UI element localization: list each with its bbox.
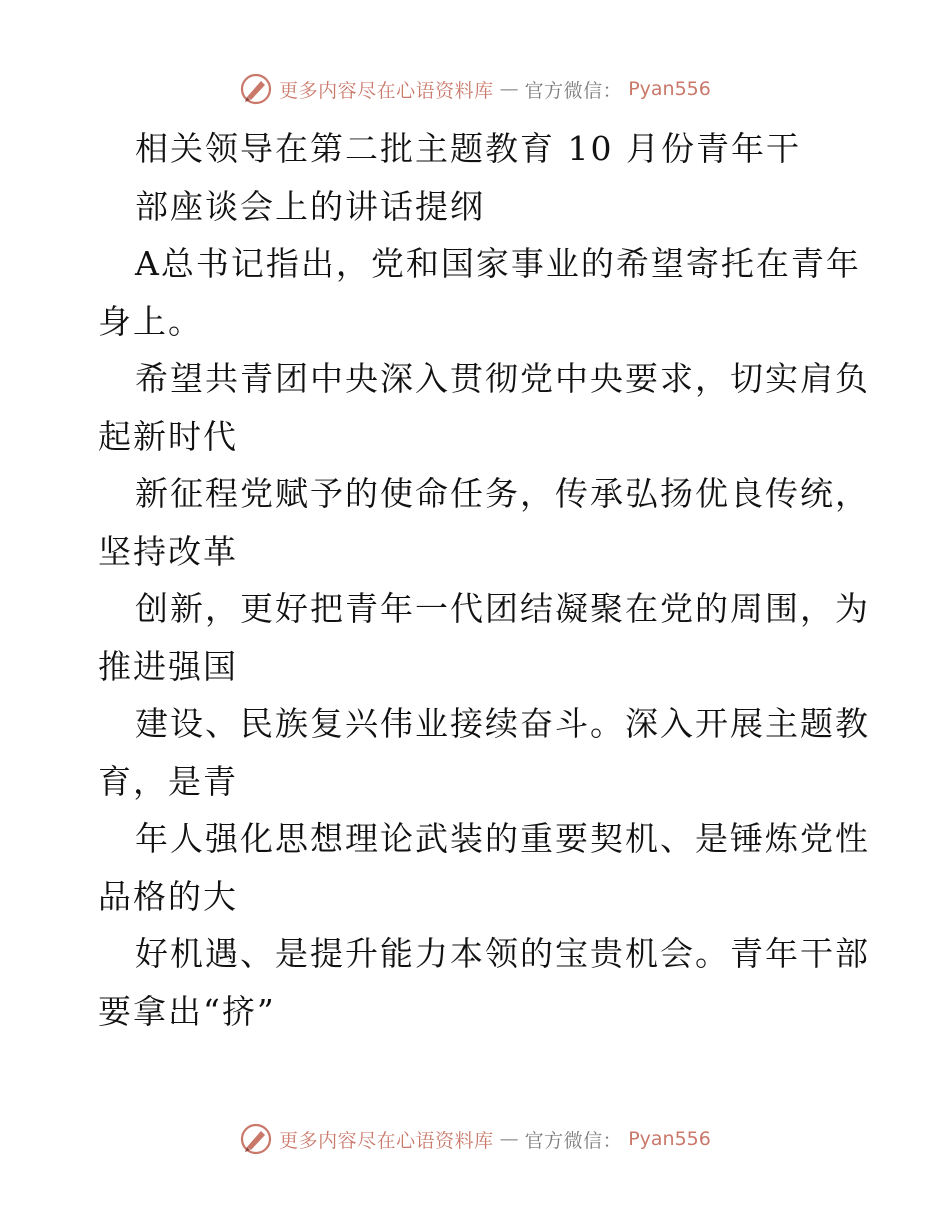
watermark-text: 更多内容尽在心语资料库 xyxy=(279,1129,494,1152)
watermark-separator: — xyxy=(499,1128,519,1150)
watermark-contact-label: 官方微信： xyxy=(524,1129,623,1152)
header-watermark xyxy=(0,72,950,106)
paragraph-line: 年人强化思想理论武装的重要契机、是锤炼党性 xyxy=(135,819,870,858)
paragraph-line: A总书记指出，党和国家事业的希望寄托在青年 xyxy=(135,244,861,283)
footer-watermark xyxy=(0,1122,950,1156)
document-body xyxy=(98,120,870,1040)
title-line-1: 相关领导在第二批主题教育 10 月份青年干 xyxy=(135,129,801,168)
paragraph-line: 身上。 xyxy=(98,301,203,341)
pen-logo-icon xyxy=(239,1122,273,1156)
pen-logo-icon xyxy=(239,72,273,106)
paragraph-line: 推进强国 xyxy=(98,646,238,686)
paragraph-line: 坚持改革 xyxy=(98,531,238,571)
watermark-separator: — xyxy=(499,78,519,100)
title-line-2: 部座谈会上的讲话提纲 xyxy=(135,186,485,226)
paragraph-line: 要拿出“挤” xyxy=(98,991,276,1031)
paragraph-line: 好机遇、是提升能力本领的宝贵机会。青年干部 xyxy=(135,934,870,973)
watermark-contact-label: 官方微信： xyxy=(524,79,623,102)
paragraph-line: 创新，更好把青年一代团结凝聚在党的周围，为 xyxy=(135,589,870,628)
paragraph-line: 新征程党赋予的使命任务，传承弘扬优良传统， xyxy=(135,474,870,513)
watermark-contact-value: Pyan556 xyxy=(628,1128,711,1150)
paragraph-line: 起新时代 xyxy=(98,416,238,456)
paragraph-line: 育，是青 xyxy=(98,761,238,801)
paragraph-line: 希望共青团中央深入贯彻党中央要求，切实肩负 xyxy=(135,359,870,398)
watermark-text: 更多内容尽在心语资料库 xyxy=(279,79,494,102)
paragraph-line: 建设、民族复兴伟业接续奋斗。深入开展主题教 xyxy=(135,704,870,743)
paragraph-line: 品格的大 xyxy=(98,876,238,916)
watermark-contact-value: Pyan556 xyxy=(628,78,711,100)
